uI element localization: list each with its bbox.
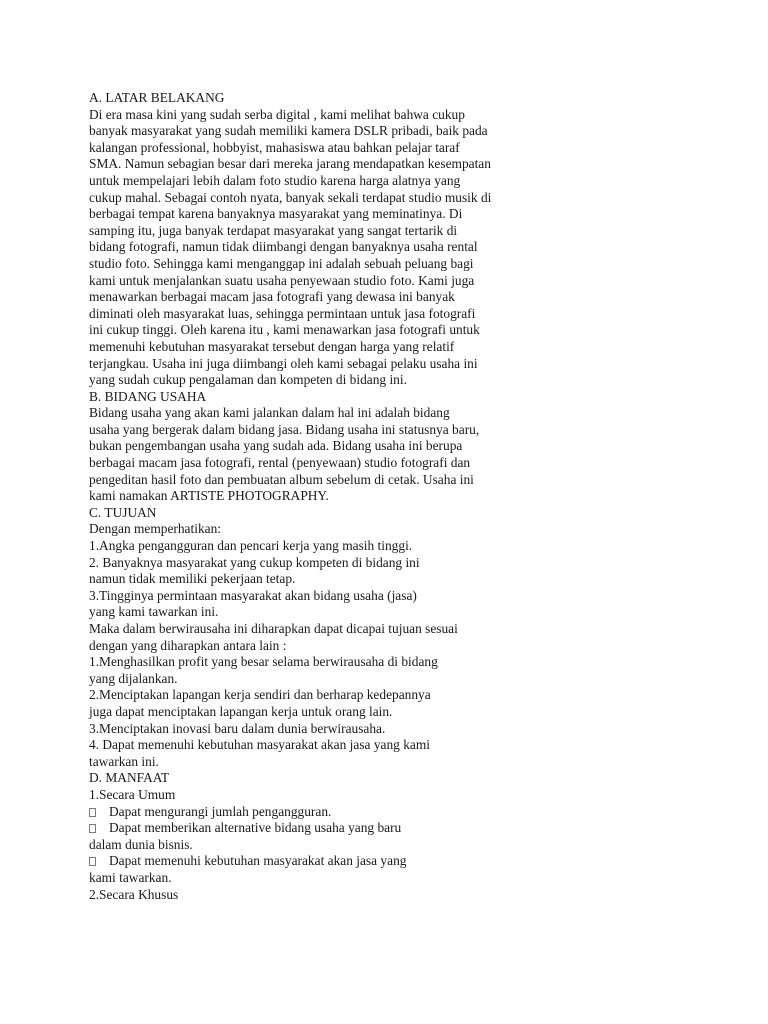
section-heading-manfaat: D. MANFAAT bbox=[89, 770, 170, 786]
bullet-box-icon bbox=[89, 857, 96, 866]
body-line: cukup mahal. Sebagai contoh nyata, banyak sekali terdapat studio musik di bbox=[89, 189, 492, 205]
body-line: banyak masyarakat yang sudah memiliki kamera DSLR pribadi, baik pada bbox=[89, 123, 488, 139]
body-line: 2.Menciptakan lapangan kerja sendiri dan berharap kedepannya bbox=[89, 687, 431, 703]
bullet-text: Dapat mengurangi jumlah pengangguran. bbox=[109, 803, 332, 819]
section-heading-tujuan: C. TUJUAN bbox=[89, 504, 157, 520]
body-line: juga dapat menciptakan lapangan kerja untuk orang lain. bbox=[89, 703, 393, 719]
body-line: ini cukup tinggi. Oleh karena itu , kami menawarkan jasa fotografi untuk bbox=[89, 322, 480, 338]
body-line: studio foto. Sehingga kami menganggap ini adalah sebuah peluang bagi bbox=[89, 255, 474, 271]
body-line: kami untuk menjalankan suatu usaha penyewaan studio foto. Kami juga bbox=[89, 272, 475, 288]
body-line: menawarkan berbagai macam jasa fotografi yang dewasa ini banyak bbox=[89, 289, 455, 305]
body-line: 3.Tingginya permintaan masyarakat akan bidang usaha (jasa) bbox=[89, 587, 417, 603]
body-line: 3.Menciptakan inovasi baru dalam dunia berwirausaha. bbox=[89, 720, 386, 736]
body-line: pengeditan hasil foto dan pembuatan album sebelum di cetak. Usaha ini bbox=[89, 471, 474, 487]
section-heading-bidang-usaha: B. BIDANG USAHA bbox=[89, 388, 207, 404]
body-line: berbagai tempat karena banyaknya masyarakat yang meminatinya. Di bbox=[89, 206, 463, 222]
body-line: usaha yang bergerak dalam bidang jasa. Bidang usaha ini statusnya baru, bbox=[89, 421, 480, 437]
body-line: namun tidak memiliki pekerjaan tetap. bbox=[89, 571, 296, 587]
body-line: 4. Dapat memenuhi kebutuhan masyarakat akan jasa yang kami bbox=[89, 737, 430, 753]
body-line: Bidang usaha yang akan kami jalankan dalam hal ini adalah bidang bbox=[89, 405, 450, 421]
body-line: Maka dalam berwirausaha ini diharapkan dapat dicapai tujuan sesuai bbox=[89, 621, 458, 636]
subsection-heading-umum: 1.Secara Umum bbox=[89, 786, 176, 802]
body-line: berbagai macam jasa fotografi, rental (penyewaan) studio fotografi dan bbox=[89, 455, 471, 471]
bullet-continuation: kami tawarkan. bbox=[89, 869, 172, 885]
body-line: yang kami tawarkan ini. bbox=[89, 604, 219, 620]
bullet-item bbox=[89, 853, 729, 870]
bullet-text: Dapat memberikan alternative bidang usaha yang baru bbox=[109, 820, 402, 836]
body-line: kami namakan ARTISTE PHOTOGRAPHY. bbox=[89, 488, 329, 504]
body-line: memenuhi kebutuhan masyarakat tersebut dengan harga yang relatif bbox=[89, 338, 455, 354]
body-line: bukan pengembangan usaha yang sudah ada. Bidang usaha ini berupa bbox=[89, 438, 463, 454]
bullet-box-icon bbox=[89, 808, 96, 817]
body-line: dengan yang diharapkan antara lain : bbox=[89, 637, 287, 653]
subsection-heading-khusus: 2.Secara Khusus bbox=[89, 886, 179, 902]
body-line: diminati oleh masyarakat luas, sehingga permintaan untuk jasa fotografi bbox=[89, 305, 476, 321]
bullet-item bbox=[89, 820, 729, 837]
body-line: Dengan memperhatikan: bbox=[89, 521, 221, 537]
body-line: tawarkan ini. bbox=[89, 753, 159, 769]
bullet-text: Dapat memenuhi kebutuhan masyarakat akan jasa yang bbox=[109, 853, 407, 869]
document-body bbox=[89, 90, 729, 903]
body-line: Di era masa kini yang sudah serba digital , kami melihat bahwa cukup bbox=[89, 106, 465, 122]
body-line: untuk mempelajari lebih dalam foto studio karena harga alatnya yang bbox=[89, 172, 461, 188]
section-heading-latar-belakang: A. LATAR BELAKANG bbox=[89, 90, 225, 105]
body-line: terjangkau. Usaha ini juga diimbangi oleh kami sebagai pelaku usaha ini bbox=[89, 355, 478, 371]
bullet-box-icon bbox=[89, 824, 96, 833]
body-line: 1.Angka pengangguran dan pencari kerja yang masih tinggi. bbox=[89, 538, 413, 554]
body-line: yang sudah cukup pengalaman dan kompeten di bidang ini. bbox=[89, 372, 407, 388]
body-line: samping itu, juga banyak terdapat masyarakat yang sangat tertarik di bbox=[89, 222, 458, 238]
bullet-continuation: dalam dunia bisnis. bbox=[89, 836, 193, 852]
bullet-item bbox=[89, 804, 729, 821]
body-line: kalangan professional, hobbyist, mahasiswa atau bahkan pelajar taraf bbox=[89, 139, 460, 155]
body-line: bidang fotografi, namun tidak diimbangi dengan banyaknya usaha rental bbox=[89, 239, 478, 255]
body-line: 1.Menghasilkan profit yang besar selama berwirausaha di bidang bbox=[89, 654, 438, 670]
body-line: yang dijalankan. bbox=[89, 670, 178, 686]
body-line: 2. Banyaknya masyarakat yang cukup kompeten di bidang ini bbox=[89, 554, 420, 570]
body-line: SMA. Namun sebagian besar dari mereka jarang mendapatkan kesempatan bbox=[89, 156, 491, 172]
